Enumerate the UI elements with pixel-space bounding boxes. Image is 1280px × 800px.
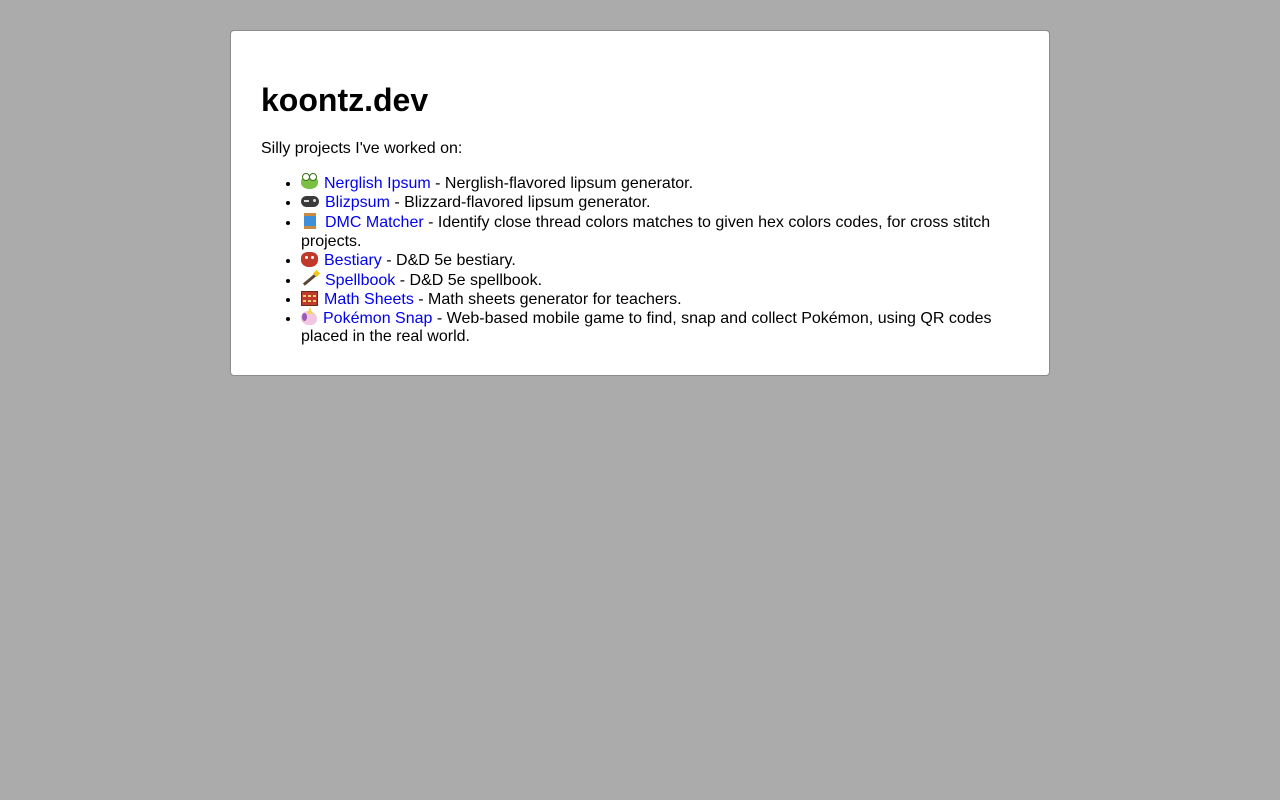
project-description: - Web-based mobile game to find, snap and collect Pokémon, using QR codes placed in the real world. [301,309,992,345]
list-item [301,213,1019,251]
project-description: - Math sheets generator for teachers. [418,290,682,308]
project-link-blizpsum[interactable]: Blizpsum [325,194,390,211]
list-item [301,291,1019,310]
project-description: - D&D 5e bestiary. [386,251,516,269]
project-link-dmc-matcher[interactable]: DMC Matcher [325,214,424,231]
project-link-bestiary[interactable]: Bestiary [324,251,382,269]
list-item [301,194,1019,213]
main-card [230,30,1050,376]
project-description: - Nerglish-flavored lipsum generator. [435,175,694,192]
project-link-math-sheets[interactable]: Math Sheets [324,290,414,308]
project-link-nerglish-ipsum[interactable]: Nerglish Ipsum [324,175,431,192]
project-description: - Blizzard-flavored lipsum generator. [394,194,651,211]
project-link-spellbook[interactable]: Spellbook [325,271,396,289]
list-item [301,175,1019,194]
thread-spool-icon [304,213,316,229]
frog-icon [301,175,318,189]
project-list [261,175,1019,347]
list-item [301,310,1019,347]
ogre-icon [301,252,318,267]
project-link-pokemon-snap[interactable]: Pokémon Snap [323,309,433,327]
project-description: - Identify close thread colors matches to given hex colors codes, for cross stitch projects. [301,214,991,250]
intro-text: Silly projects I've worked on: [261,140,463,157]
project-description: - D&D 5e spellbook. [399,271,543,289]
video-game-controller-icon [301,196,319,207]
abacus-icon [301,291,318,306]
magic-wand-icon [301,271,319,287]
list-item [301,252,1019,271]
page-title: koontz.dev [261,82,429,118]
unicorn-icon [301,311,317,325]
list-item [301,271,1019,291]
